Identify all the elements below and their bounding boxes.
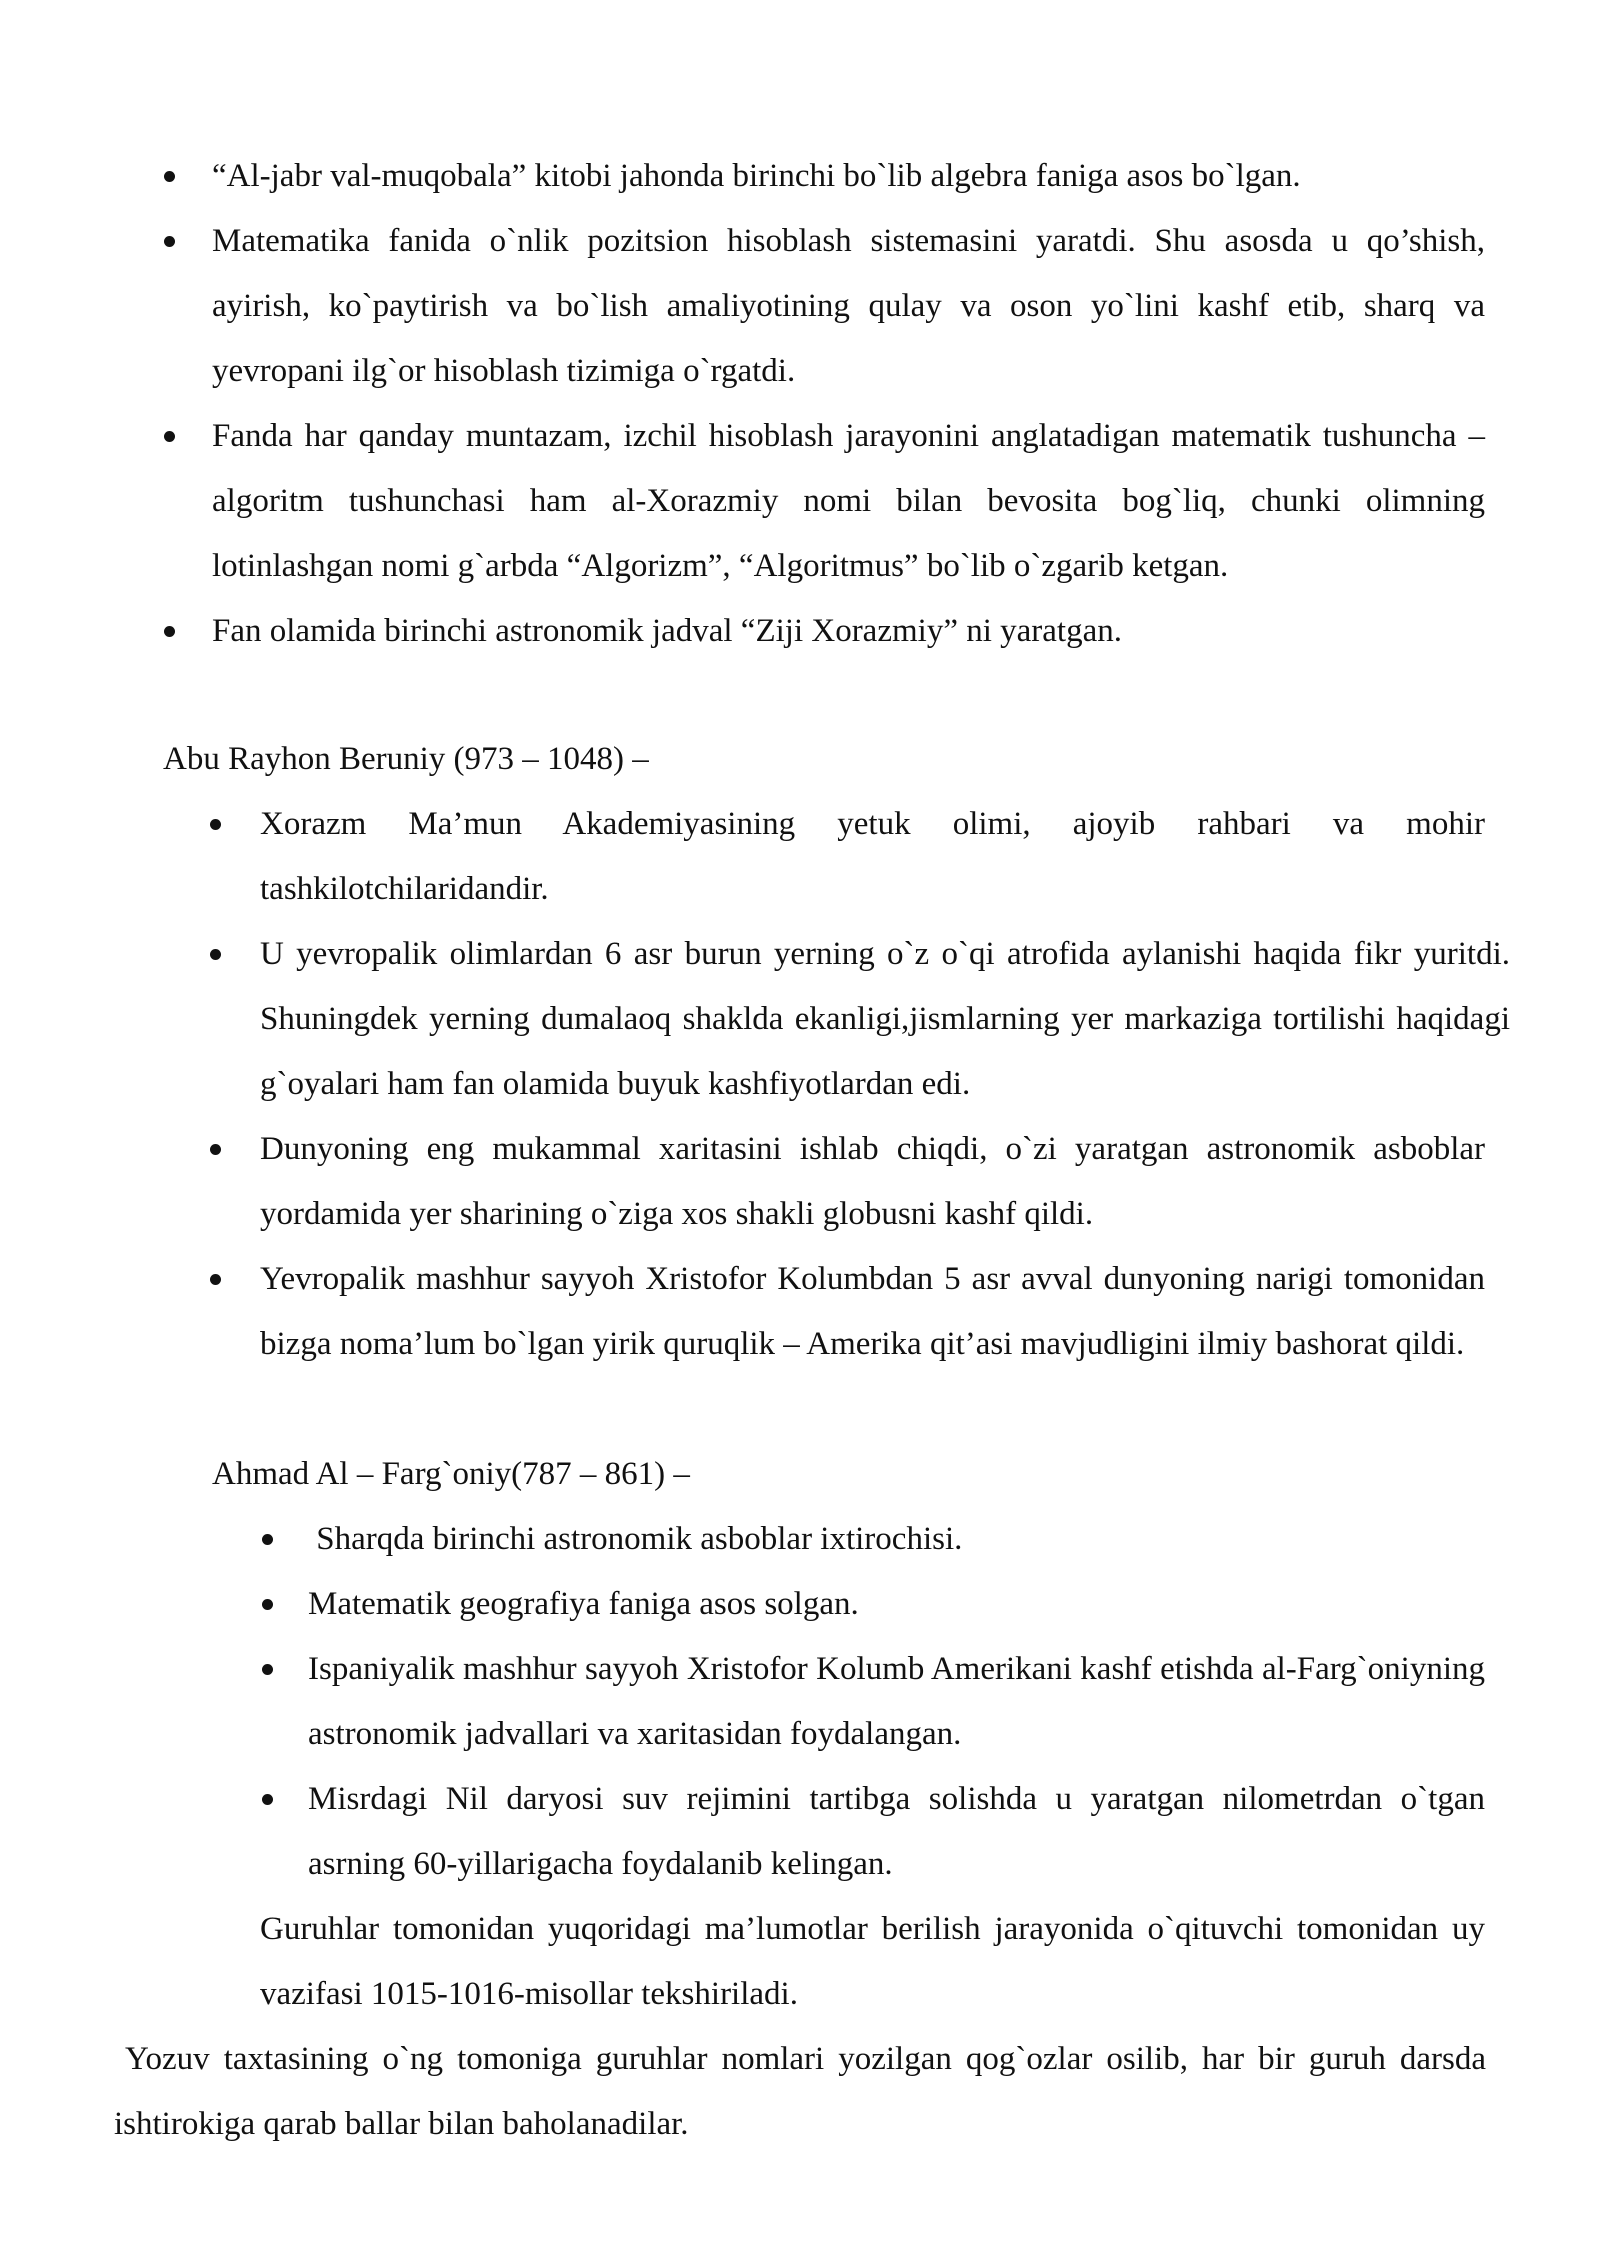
beruniy-achievements-list xyxy=(260,792,1510,1377)
list-item xyxy=(308,1767,1485,1897)
list-item-text: Matematik geografiya faniga asos solgan. xyxy=(308,1586,859,1622)
bullet-icon xyxy=(164,171,175,182)
bullet-icon xyxy=(262,1664,273,1675)
bullet-icon xyxy=(210,1144,221,1155)
list-item xyxy=(308,1507,1485,1572)
bullet-icon xyxy=(262,1599,273,1610)
bullet-icon xyxy=(210,819,221,830)
khwarizmi-achievements-list xyxy=(212,144,1485,664)
beruniy-heading: Abu Rayhon Beruniy (973 – 1048) – xyxy=(163,741,649,777)
farghoniy-heading: Ahmad Al – Farg`oniy(787 – 861) – xyxy=(212,1456,690,1492)
bullet-icon xyxy=(262,1794,273,1805)
list-item-text: Dunyoning eng mukammal xaritasini ishlab chiqdi, o`zi yaratgan astronomik asboblar yordamida yer sharining o`ziga xos shakli globusni kashf qildi. xyxy=(260,1131,1485,1232)
list-item-text: “Al-jabr val-muqobala” kitobi jahonda birinchi bo`lib algebra faniga asos bo`lgan. xyxy=(212,158,1301,194)
list-item-text: Matematika fanida o`nlik pozitsion hisoblash sistemasini yaratdi. Shu asosda u qo’shish, ayirish, ko`paytirish va bo`lish amaliyotining qulay va oson yo`lini kashf etib, sharq va yevropani ilg`or hisoblash tizimiga o`rgatdi. xyxy=(212,223,1485,389)
list-item xyxy=(260,1247,1485,1377)
list-item-text: Fan olamida birinchi astronomik jadval “Ziji Xorazmiy” ni yaratgan. xyxy=(212,613,1122,649)
list-item-text: Misrdagi Nil daryosi suv rejimini tartibga solishda u yaratgan nilometrdan o`tgan asrning 60-yillarigacha foydalanib kelingan. xyxy=(308,1781,1485,1882)
list-item-text: Sharqda birinchi astronomik asboblar ixtirochisi. xyxy=(308,1521,963,1557)
bullet-icon xyxy=(210,949,221,960)
list-item xyxy=(308,1637,1485,1767)
list-item xyxy=(308,1572,1485,1637)
list-item-text: U yevropalik olimlardan 6 asr burun yerning o`z o`qi atrofida aylanishi haqida fikr yuritdi. Shuningdek yerning dumalaoq shaklda ekanligi,jismlarning yer markaziga tortilishi haqidagi g`oyalari ham fan olamida buyuk kashfiyotlardan edi. xyxy=(260,936,1510,1102)
list-item-text: Ispaniyalik mashhur sayyoh Xristofor Kolumb Amerikani kashf etishda al-Farg`oniyning astronomik jadvallari va xaritasidan foydalangan. xyxy=(308,1651,1485,1752)
bullet-icon xyxy=(164,626,175,637)
bullet-icon xyxy=(164,431,175,442)
list-item-text: Xorazm Ma’mun Akademiyasining yetuk olimi, ajoyib rahbari va mohir tashkilotchilaridandir. xyxy=(260,806,1485,907)
list-item xyxy=(260,1117,1485,1247)
list-item-text: Yevropalik mashhur sayyoh Xristofor Kolumbdan 5 asr avval dunyoning narigi tomonidan bizga noma’lum bo`lgan yirik quruqlik – Amerika qit’asi mavjudligini ilmiy bashorat qildi. xyxy=(260,1261,1485,1362)
list-item xyxy=(212,209,1485,404)
list-item xyxy=(260,922,1510,1117)
farghoniy-achievements-list xyxy=(308,1507,1485,1897)
bullet-icon xyxy=(164,236,175,247)
bullet-icon xyxy=(262,1534,273,1545)
groups-paragraph: Guruhlar tomonidan yuqoridagi ma’lumotlar berilish jarayonida o`qituvchi tomonidan uy vazifasi 1015-1016-misollar tekshiriladi. xyxy=(260,1911,1485,2012)
bullet-icon xyxy=(210,1274,221,1285)
list-item xyxy=(260,792,1485,922)
list-item xyxy=(212,404,1485,599)
list-item xyxy=(212,599,1485,664)
list-item xyxy=(212,144,1485,209)
list-item-text: Fanda har qanday muntazam, izchil hisoblash jarayonini anglatadigan matematik tushuncha – algoritm tushunchasi ham al-Xorazmiy nomi bilan bevosita bog`liq, chunki olimning lotinlashgan nomi g`arbda “Algorizm”, “Algoritmus” bo`lib o`zgarib ketgan. xyxy=(212,418,1485,584)
scoring-paragraph: Yozuv taxtasining o`ng tomoniga guruhlar nomlari yozilgan qog`ozlar osilib, har bir guruh darsda ishtirokiga qarab ballar bilan baholanadilar. xyxy=(114,2041,1486,2142)
